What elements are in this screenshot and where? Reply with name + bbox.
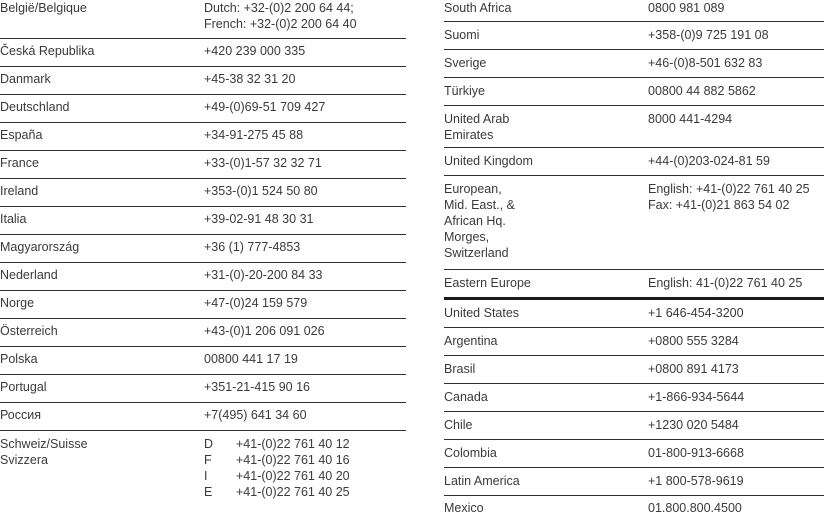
contact-row	[0, 39, 406, 67]
country-name: European, Mid. East., & African Hq. Morges, Switzerland	[444, 182, 515, 260]
phone-number: +351-21-415 90 16	[204, 380, 310, 394]
contact-row	[444, 496, 824, 520]
phone-number: +420 239 000 335	[204, 44, 306, 58]
country-name: Schweiz/Suisse Svizzera	[0, 437, 88, 467]
phone-number: 00800 441 17 19	[204, 352, 298, 366]
contact-row	[0, 291, 406, 319]
country-name: España	[0, 128, 43, 142]
left-contact-column	[0, 0, 406, 501]
country-name: Россия	[0, 408, 41, 422]
phone-number: +358-(0)9 725 191 08	[648, 28, 769, 42]
phone-number: +41-(0)22 761 40 16	[236, 453, 350, 467]
contact-row	[0, 263, 406, 291]
contact-row	[444, 106, 824, 148]
contact-row-switzerland	[0, 431, 406, 501]
country-name: Polska	[0, 352, 38, 366]
contact-row	[444, 300, 824, 328]
language-code: F	[204, 453, 212, 467]
country-name: South Africa	[444, 1, 512, 15]
country-name: Nederland	[0, 268, 58, 282]
phone-number: Dutch: +32-(0)2 200 64 44; French: +32-(0)2 200 64 40	[204, 1, 357, 31]
phone-number: +45-38 32 31 20	[204, 72, 296, 86]
phone-number: +1-866-934-5644	[648, 390, 745, 404]
country-name: Brasil	[444, 362, 476, 376]
country-name: Eastern Europe	[444, 276, 531, 290]
language-code: I	[204, 469, 208, 483]
language-code: E	[204, 485, 213, 499]
phone-number: 0800 981 089	[648, 1, 725, 15]
right-contact-column	[444, 0, 824, 520]
contact-row	[0, 347, 406, 375]
country-name: Italia	[0, 212, 27, 226]
phone-number: 01.800.800.4500	[648, 501, 742, 515]
contact-row	[0, 95, 406, 123]
phone-number: +0800 891 4173	[648, 362, 739, 376]
phone-number-list	[204, 436, 406, 500]
phone-number: English: +41-(0)22 761 40 25 Fax: +41-(0)21 863 54 02	[648, 182, 810, 212]
country-name: Österreich	[0, 324, 58, 338]
contact-row	[444, 22, 824, 50]
contact-row	[444, 50, 824, 78]
phone-number: +41-(0)22 761 40 25	[236, 485, 350, 499]
contact-row	[444, 468, 824, 496]
phone-number: 01-800-913-6668	[648, 446, 744, 460]
contact-row	[0, 179, 406, 207]
phone-number: 8000 441-4294	[648, 112, 733, 126]
contact-row	[0, 319, 406, 347]
contact-row	[0, 403, 406, 431]
country-name: France	[0, 156, 39, 170]
country-name: Danmark	[0, 72, 51, 86]
phone-number: +1230 020 5484	[648, 418, 739, 432]
phone-number: +33-(0)1-57 32 32 71	[204, 156, 322, 170]
phone-number: +353-(0)1 524 50 80	[204, 184, 318, 198]
phone-number: English: 41-(0)22 761 40 25	[648, 276, 803, 290]
phone-number: +1 646-454-3200	[648, 306, 744, 320]
contact-row	[0, 123, 406, 151]
phone-number: +41-(0)22 761 40 12	[236, 437, 350, 451]
contact-row	[444, 412, 824, 440]
phone-number: +44-(0)203-024-81 59	[648, 154, 770, 168]
country-name: Argentina	[444, 334, 498, 348]
phone-number: 00800 44 882 5862	[648, 84, 756, 98]
country-name: Magyarország	[0, 240, 80, 254]
contact-row	[444, 440, 824, 468]
contact-row	[0, 0, 406, 39]
phone-number: +1 800-578-9619	[648, 474, 744, 488]
phone-number: +34-91-275 45 88	[204, 128, 304, 142]
country-name: Česká Republika	[0, 44, 95, 58]
country-name: Deutschland	[0, 100, 70, 114]
contact-row	[444, 176, 824, 270]
language-code: D	[204, 437, 214, 451]
country-name: Canada	[444, 390, 488, 404]
contact-row	[444, 78, 824, 106]
phone-number: +0800 555 3284	[648, 334, 739, 348]
country-name: United States	[444, 306, 520, 320]
contact-row	[0, 67, 406, 95]
contact-row	[444, 0, 824, 22]
country-name: Mexico	[444, 501, 484, 515]
contact-row	[444, 328, 824, 356]
country-name: Türkiye	[444, 84, 485, 98]
country-name: United Kingdom	[444, 154, 533, 168]
country-name: Chile	[444, 418, 473, 432]
country-name: Portugal	[0, 380, 47, 394]
contact-row	[0, 151, 406, 179]
phone-number: +7(495) 641 34 60	[204, 408, 307, 422]
phone-number: +49-(0)69-51 709 427	[204, 100, 326, 114]
contact-row	[0, 375, 406, 403]
country-name: Latin America	[444, 474, 520, 488]
phone-number: +31-(0)-20-200 84 33	[204, 268, 323, 282]
country-name: United Arab Emirates	[444, 112, 510, 142]
contact-row	[444, 270, 824, 300]
contact-row	[444, 356, 824, 384]
phone-number: +43-(0)1 206 091 026	[204, 324, 325, 338]
country-name: Suomi	[444, 28, 480, 42]
phone-number: +39-02-91 48 30 31	[204, 212, 314, 226]
phone-number: +46-(0)8-501 632 83	[648, 56, 763, 70]
phone-number: +41-(0)22 761 40 20	[236, 469, 350, 483]
country-name: België/Belgique	[0, 1, 87, 15]
country-name: Sverige	[444, 56, 487, 70]
country-name: Norge	[0, 296, 35, 310]
country-name: Ireland	[0, 184, 39, 198]
phone-number: +47-(0)24 159 579	[204, 296, 308, 310]
contact-row	[444, 148, 824, 176]
contact-row	[444, 384, 824, 412]
contact-row	[0, 235, 406, 263]
contact-row	[0, 207, 406, 235]
country-name: Colombia	[444, 446, 497, 460]
phone-number: +36 (1) 777-4853	[204, 240, 301, 254]
